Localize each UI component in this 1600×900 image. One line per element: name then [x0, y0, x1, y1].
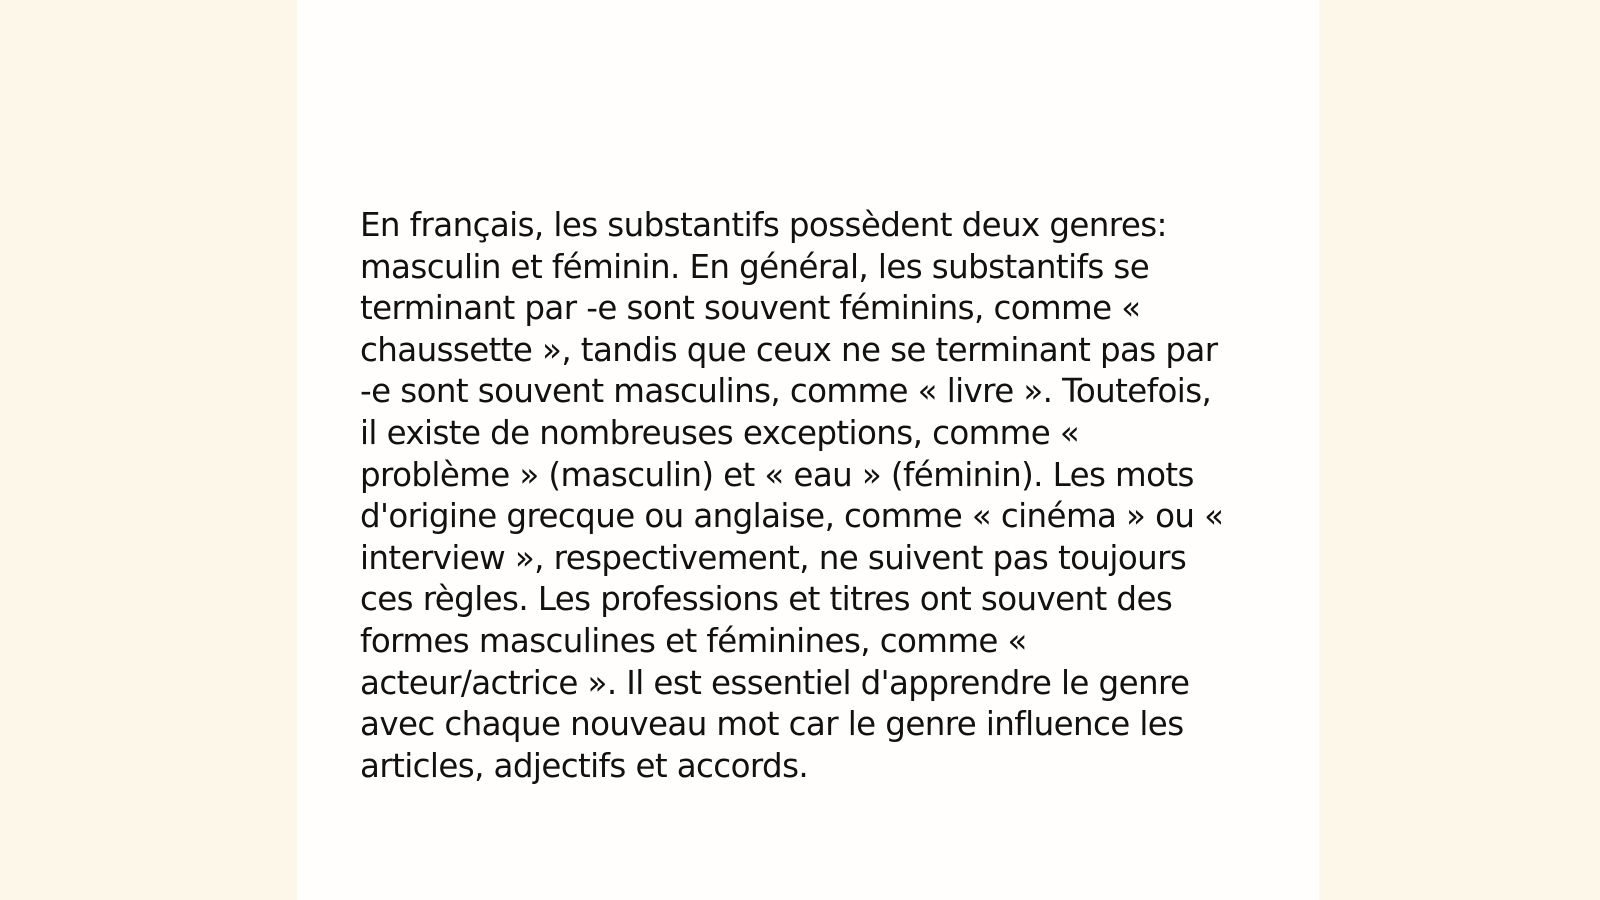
paragraph-line: formes masculines et féminines, comme « — [360, 621, 1027, 660]
paragraph-line: ces règles. Les professions et titres ont souvent des — [360, 580, 1173, 619]
body-paragraph — [360, 205, 1265, 787]
document-page — [297, 0, 1319, 900]
paragraph-line: chaussette », tandis que ceux ne se terminant pas par — [360, 330, 1218, 369]
paragraph-line: En français, les substantifs possèdent deux genres: — [360, 206, 1167, 244]
paragraph-line: articles, adjectifs et accords. — [360, 746, 809, 785]
paragraph-line: problème » (masculin) et « eau » (féminin). Les mots — [360, 455, 1194, 494]
paragraph-line: il existe de nombreuses exceptions, comme « — [360, 413, 1080, 452]
paragraph-line: acteur/actrice ». Il est essentiel d'apprendre le genre — [360, 663, 1190, 702]
paragraph-line: terminant par -e sont souvent féminins, comme « — [360, 289, 1141, 328]
paragraph-line: masculin et féminin. En général, les substantifs se — [360, 247, 1150, 286]
paragraph-line: avec chaque nouveau mot car le genre influence les — [360, 705, 1184, 744]
paragraph-line: d'origine grecque ou anglaise, comme « cinéma » ou « — [360, 497, 1224, 536]
paragraph-line: interview », respectivement, ne suivent pas toujours — [360, 538, 1187, 577]
paragraph-line: -e sont souvent masculins, comme « livre ». Toutefois, — [360, 372, 1212, 411]
